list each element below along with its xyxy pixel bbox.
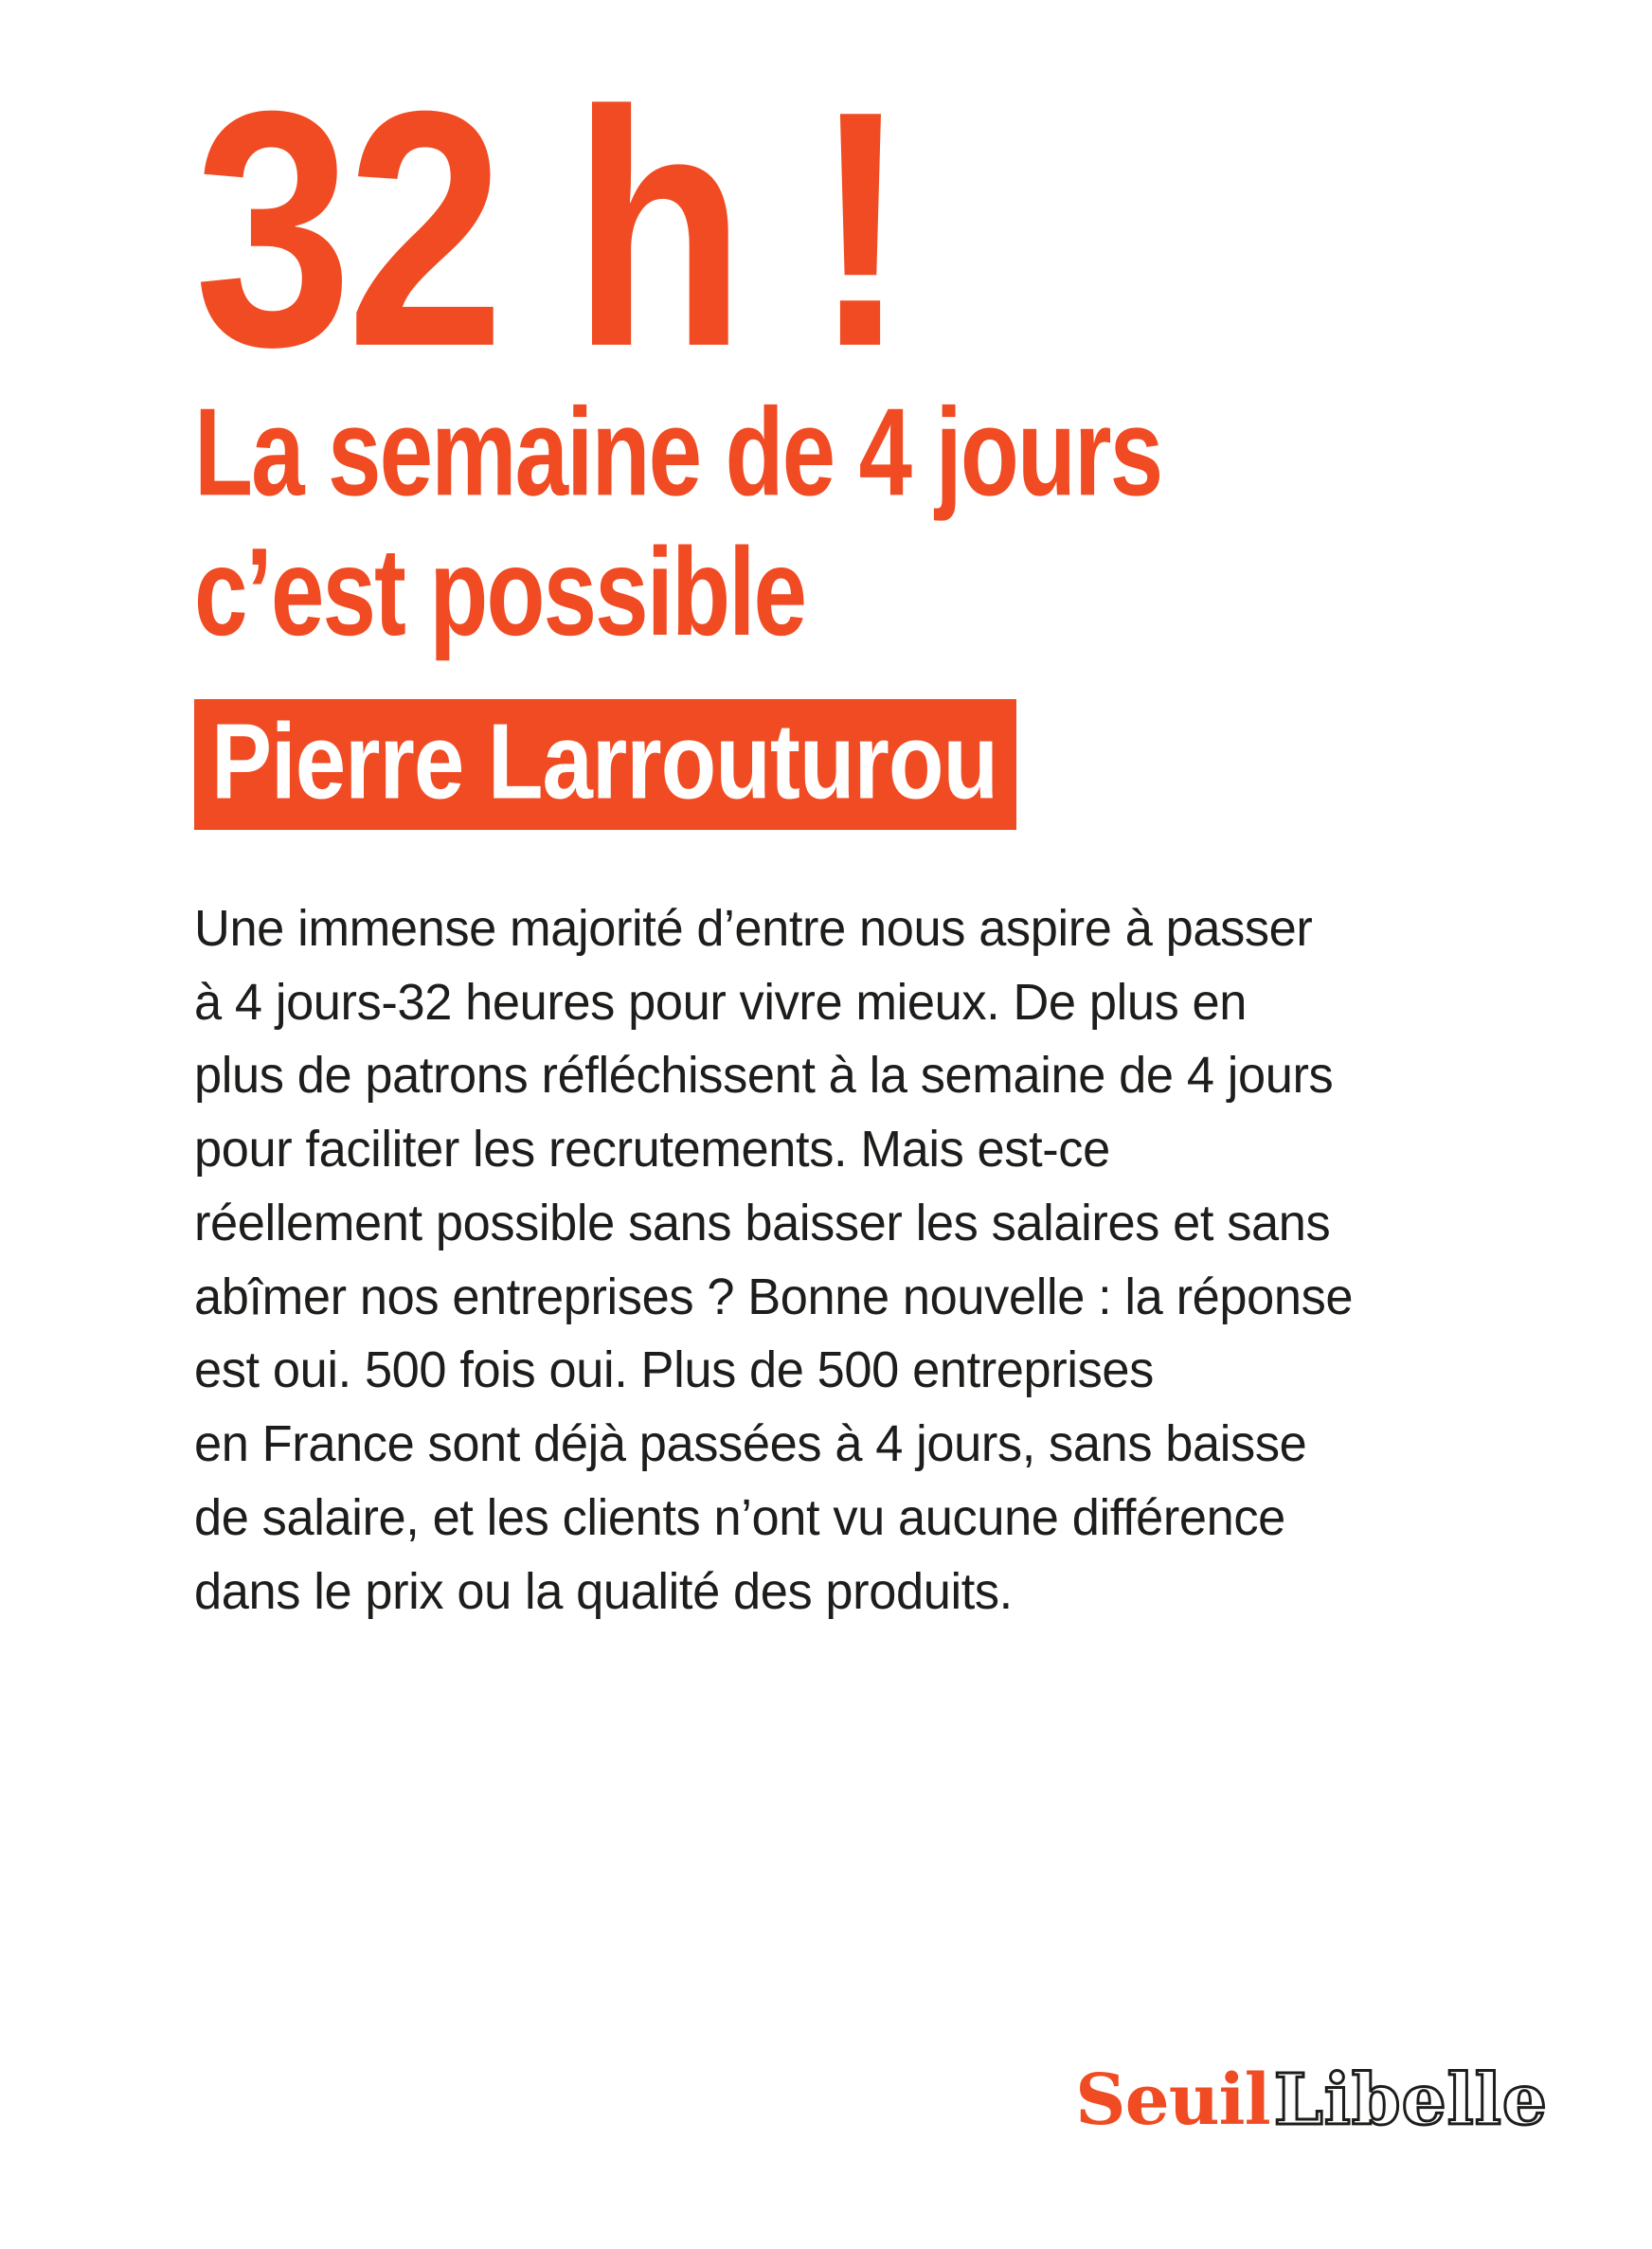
blurb-line: en France sont déjà passées à 4 jours, sans baisse: [194, 1415, 1307, 1473]
back-cover-blurb: [194, 892, 1379, 1629]
book-subtitle-line-1: La semaine de 4 jours: [194, 381, 1162, 522]
blurb-line: réellement possible sans baisser les salaires et sans: [194, 1194, 1331, 1251]
publisher-logo: [1075, 2060, 1548, 2141]
blurb-line: est oui. 500 fois oui. Plus de 500 entreprises: [194, 1341, 1154, 1399]
blurb-line: plus de patrons réfléchissent à la semaine de 4 jours: [194, 1047, 1334, 1105]
book-subtitle: [194, 383, 1441, 662]
publisher-name-libelle: Libelle: [1273, 2060, 1548, 2141]
cover-content: [194, 40, 1520, 1628]
blurb-line: Une immense majorité d’entre nous aspire à passer: [194, 899, 1313, 957]
blurb-line: abîmer nos entreprises ? Bonne nouvelle : la réponse: [194, 1268, 1354, 1325]
blurb-line: pour faciliter les recrutements. Mais est-ce: [194, 1121, 1110, 1178]
book-subtitle-line-2: c’est possible: [194, 521, 806, 661]
blurb-line: à 4 jours-32 heures pour vivre mieux. De plus en: [194, 973, 1248, 1031]
blurb-line: dans le prix ou la qualité des produits.: [194, 1562, 1013, 1620]
blurb-line: de salaire, et les clients n’ont vu aucune différence: [194, 1488, 1285, 1546]
author-name: Pierre Larrouturou: [211, 701, 998, 822]
author-band: [194, 699, 1016, 830]
publisher-name-seuil: Seuil: [1075, 2060, 1270, 2141]
book-title-main: 32 h !: [194, 40, 903, 417]
